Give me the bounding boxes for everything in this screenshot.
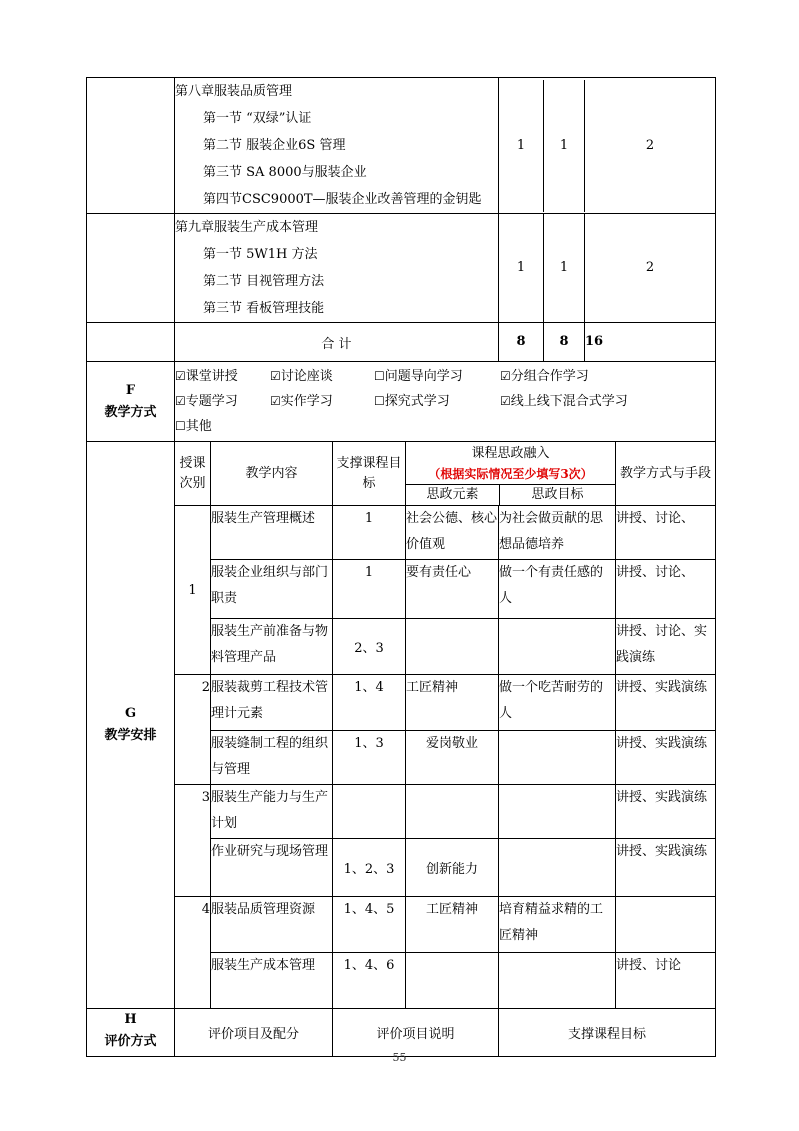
session-header: 授课次别 bbox=[175, 442, 211, 506]
checkbox-icon: ☑ bbox=[270, 369, 281, 383]
element-cell bbox=[406, 785, 499, 839]
lecture-hours: 1 bbox=[499, 80, 544, 212]
element-cell bbox=[406, 953, 499, 1009]
element-cell: 要有责任心 bbox=[406, 560, 499, 619]
content-cell: 作业研究与现场管理 bbox=[211, 839, 333, 897]
section-line: 第二节 目视管理方法 bbox=[203, 274, 325, 289]
section-g-header-row bbox=[87, 442, 716, 506]
syllabus-table bbox=[86, 77, 716, 1057]
goal-cell: 1、4、5 bbox=[333, 897, 406, 953]
goal-cell: 1 bbox=[333, 506, 406, 560]
section-line: 第一节 “双绿”认证 bbox=[203, 111, 312, 126]
sum-label: 合 计 bbox=[175, 323, 499, 362]
content-cell: 服装生产成本管理 bbox=[211, 953, 333, 1009]
content-cell: 服装裁剪工程技术管理计元素 bbox=[211, 675, 333, 731]
sum-row bbox=[87, 323, 716, 362]
aim-cell bbox=[499, 785, 616, 839]
ideology-title: 课程思政融入 bbox=[471, 446, 550, 461]
goal-cell: 1、3 bbox=[333, 731, 406, 785]
method-cell: 讲授、实践演练 bbox=[616, 839, 716, 897]
practice-hours: 1 bbox=[544, 214, 585, 322]
schedule-row bbox=[87, 897, 716, 953]
blank-label-cell bbox=[87, 323, 175, 362]
hours-cell bbox=[499, 214, 716, 323]
practice-hours: 1 bbox=[544, 80, 585, 212]
section-line: 第二节 服装企业6S 管理 bbox=[203, 138, 346, 153]
section-line: 第三节 看板管理技能 bbox=[203, 301, 325, 316]
chapter-content bbox=[175, 214, 499, 323]
method-cell: 讲授、讨论、 bbox=[616, 506, 716, 560]
section-line: 第四节CSC9000T—服装企业改善管理的金钥匙 bbox=[203, 192, 482, 207]
sum-lecture: 8 bbox=[499, 323, 544, 361]
aim-cell: 做一个有责任感的人 bbox=[499, 560, 616, 619]
section-line: 第三节 SA 8000与服装企业 bbox=[203, 165, 367, 180]
blank-label-cell bbox=[87, 214, 175, 323]
sum-hours-cell bbox=[499, 323, 716, 362]
checkbox-icon: ☑ bbox=[500, 394, 511, 408]
content-cell: 服装企业组织与部门职责 bbox=[211, 560, 333, 619]
ideology-header bbox=[406, 442, 616, 506]
schedule-row bbox=[87, 506, 716, 560]
chapter-title: 第九章服装生产成本管理 bbox=[175, 220, 319, 235]
checkbox-icon: ☑ bbox=[175, 394, 186, 408]
checkbox-icon: ☑ bbox=[500, 369, 511, 383]
section-f-title: 教学方式 bbox=[104, 404, 157, 420]
goal-header: 支撑课程目标 bbox=[333, 442, 406, 506]
aim-header: 思政目标 bbox=[531, 487, 584, 502]
content-cell: 服装生产前准备与物料管理产品 bbox=[211, 619, 333, 675]
aim-cell bbox=[499, 839, 616, 897]
goal-cell: 1、2、3 bbox=[333, 839, 406, 897]
element-cell bbox=[406, 619, 499, 675]
session-cell: 2 bbox=[175, 675, 211, 785]
method-option[interactable]: ☑线上线下混合式学习 bbox=[500, 394, 628, 409]
chapter-row-9 bbox=[87, 214, 716, 323]
total-hours: 2 bbox=[645, 137, 655, 153]
blank-label-cell bbox=[87, 78, 175, 214]
element-cell: 创新能力 bbox=[406, 839, 499, 897]
content-cell: 服装品质管理资源 bbox=[211, 897, 333, 953]
aim-cell: 做一个吃苦耐劳的人 bbox=[499, 675, 616, 731]
method-option[interactable]: ☑实作学习 bbox=[270, 394, 333, 409]
method-option[interactable]: ☑课堂讲授 bbox=[175, 369, 238, 384]
method-option[interactable]: ☐探究式学习 bbox=[374, 394, 450, 409]
element-cell: 工匠精神 bbox=[406, 897, 499, 953]
section-f-label bbox=[87, 362, 175, 442]
chapter-row-8 bbox=[87, 78, 716, 214]
method-cell: 讲授、讨论、实践演练 bbox=[616, 619, 716, 675]
content-cell: 服装缝制工程的组织与管理 bbox=[211, 731, 333, 785]
checkbox-icon: ☐ bbox=[374, 369, 385, 383]
eval-goal-header: 支撑课程目标 bbox=[499, 1009, 716, 1057]
session-cell: 3 bbox=[175, 785, 211, 897]
method-option[interactable]: ☐问题导向学习 bbox=[374, 369, 463, 384]
goal-cell: 1 bbox=[333, 560, 406, 619]
sum-total: 16 bbox=[585, 334, 604, 349]
content-cell: 服装生产管理概述 bbox=[211, 506, 333, 560]
content-cell: 服装生产能力与生产计划 bbox=[211, 785, 333, 839]
total-hours: 2 bbox=[645, 260, 655, 275]
schedule-row bbox=[87, 675, 716, 731]
method-option[interactable]: ☑专题学习 bbox=[175, 394, 238, 409]
element-cell: 工匠精神 bbox=[406, 675, 499, 731]
method-cell bbox=[616, 897, 716, 953]
method-cell: 讲授、讨论 bbox=[616, 953, 716, 1009]
method-header: 教学方式与手段 bbox=[616, 442, 716, 506]
goal-cell: 1、4 bbox=[333, 675, 406, 731]
ideology-note: （根据实际情况至少填写3次） bbox=[428, 467, 593, 481]
section-h-title: 评价方式 bbox=[104, 1034, 157, 1049]
aim-cell: 培育精益求精的工匠精神 bbox=[499, 897, 616, 953]
eval-desc-header: 评价项目说明 bbox=[333, 1009, 499, 1057]
schedule-row bbox=[87, 785, 716, 839]
section-line: 第一节 5W1H 方法 bbox=[203, 247, 318, 262]
checkbox-icon: ☑ bbox=[175, 369, 186, 383]
content-header: 教学内容 bbox=[211, 442, 333, 506]
method-cell: 讲授、讨论、 bbox=[616, 560, 716, 619]
page-number: 55 bbox=[392, 1051, 407, 1064]
checkbox-icon: ☑ bbox=[270, 394, 281, 408]
eval-item-header: 评价项目及配分 bbox=[175, 1009, 333, 1057]
aim-cell bbox=[499, 731, 616, 785]
section-h-row bbox=[87, 1009, 716, 1057]
chapter-title: 第八章服装品质管理 bbox=[175, 84, 293, 99]
method-option[interactable]: ☑分组合作学习 bbox=[500, 369, 589, 384]
method-cell: 讲授、实践演练 bbox=[616, 675, 716, 731]
section-h-letter: H bbox=[124, 1012, 137, 1027]
aim-cell bbox=[499, 953, 616, 1009]
sum-practice: 8 bbox=[544, 323, 585, 361]
checkbox-icon: ☐ bbox=[374, 394, 385, 408]
method-option[interactable]: ☐其他 bbox=[175, 419, 212, 434]
teaching-methods bbox=[175, 362, 716, 442]
goal-cell: 2、3 bbox=[333, 619, 406, 675]
checkbox-icon: ☐ bbox=[175, 419, 186, 433]
element-cell: 爱岗敬业 bbox=[406, 731, 499, 785]
goal-cell: 1、4、6 bbox=[333, 953, 406, 1009]
section-g-label bbox=[87, 442, 175, 1009]
method-option[interactable]: ☑讨论座谈 bbox=[270, 369, 333, 384]
element-cell: 社会公德、核心价值观 bbox=[406, 506, 499, 560]
goal-cell bbox=[333, 785, 406, 839]
session-cell: 1 bbox=[175, 506, 211, 675]
section-h-label bbox=[87, 1009, 175, 1057]
method-cell: 讲授、实践演练 bbox=[616, 731, 716, 785]
section-f-row bbox=[87, 362, 716, 442]
session-cell: 4 bbox=[175, 897, 211, 1009]
chapter-content bbox=[175, 78, 499, 214]
element-header: 思政元素 bbox=[406, 485, 500, 505]
lecture-hours: 1 bbox=[499, 214, 544, 322]
aim-cell: 为社会做贡献的思想品德培养 bbox=[499, 506, 616, 560]
aim-cell bbox=[499, 619, 616, 675]
hours-cell bbox=[499, 78, 716, 214]
section-f-letter: F bbox=[125, 382, 136, 398]
section-g-letter: G bbox=[124, 706, 137, 721]
method-cell: 讲授、实践演练 bbox=[616, 785, 716, 839]
section-g-title: 教学安排 bbox=[104, 728, 157, 743]
